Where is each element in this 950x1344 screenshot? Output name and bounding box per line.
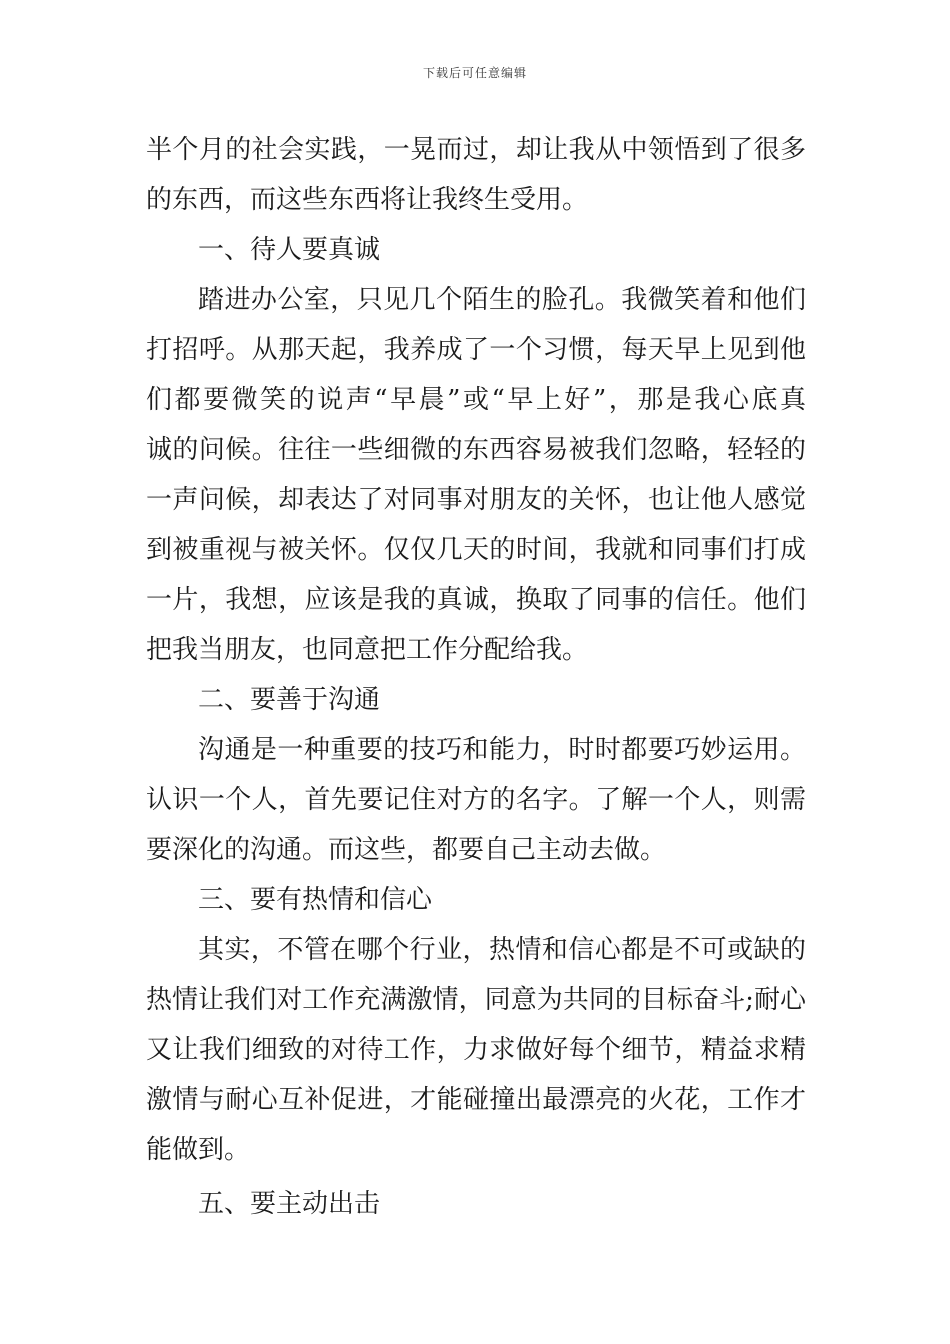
paragraph-line: 热情让我们对工作充满激情，同意为共同的目标奋斗;耐心 — [146, 985, 806, 1015]
paragraph-line: 一声问候，却表达了对同事对朋友的关怀，也让他人感觉 — [146, 485, 806, 515]
paragraph-line: 半个月的社会实践，一晃而过，却让我从中领悟到了很多 — [146, 135, 806, 165]
document-body — [146, 125, 806, 1229]
paragraph-line: 的东西，而这些东西将让我终生受用。 — [146, 185, 589, 215]
page-header: 下载后可任意编辑 — [422, 66, 527, 80]
paragraph-line: 沟通是一种重要的技巧和能力，时时都要巧妙运用。 — [198, 735, 806, 765]
paragraph-line: 其实，不管在哪个行业，热情和信心都是不可或缺的 — [198, 935, 806, 965]
paragraph-line: 激情与耐心互补促进，才能碰撞出最漂亮的火花，工作才 — [146, 1085, 806, 1115]
section-heading: 五、要主动出击 — [198, 1189, 381, 1219]
paragraph-line: 踏进办公室，只见几个陌生的脸孔。我微笑着和他们 — [198, 285, 806, 315]
paragraph-line: 们都要微笑的说声“早晨”或“早上好”，那是我心底真 — [146, 385, 806, 415]
paragraph-line: 要深化的沟通。而这些，都要自己主动去做。 — [146, 835, 667, 865]
paragraph-line: 到被重视与被关怀。仅仅几天的时间，我就和同事们打成 — [146, 535, 806, 565]
paragraph-line: 能做到。 — [146, 1135, 251, 1165]
paragraph-line: 认识一个人，首先要记住对方的名字。了解一个人，则需 — [146, 785, 806, 815]
section-heading: 一、待人要真诚 — [198, 235, 381, 265]
paragraph-line: 打招呼。从那天起，我养成了一个习惯，每天早上见到他 — [146, 335, 806, 365]
paragraph-line: 把我当朋友，也同意把工作分配给我。 — [146, 635, 589, 665]
section-heading: 三、要有热情和信心 — [198, 885, 433, 915]
paragraph-line: 又让我们细致的对待工作，力求做好每个细节，精益求精 — [146, 1035, 806, 1065]
paragraph-line: 一片，我想，应该是我的真诚，换取了同事的信任。他们 — [146, 585, 806, 615]
section-heading: 二、要善于沟通 — [198, 685, 381, 715]
paragraph-line: 诚的问候。往往一些细微的东西容易被我们忽略，轻轻的 — [146, 435, 806, 465]
